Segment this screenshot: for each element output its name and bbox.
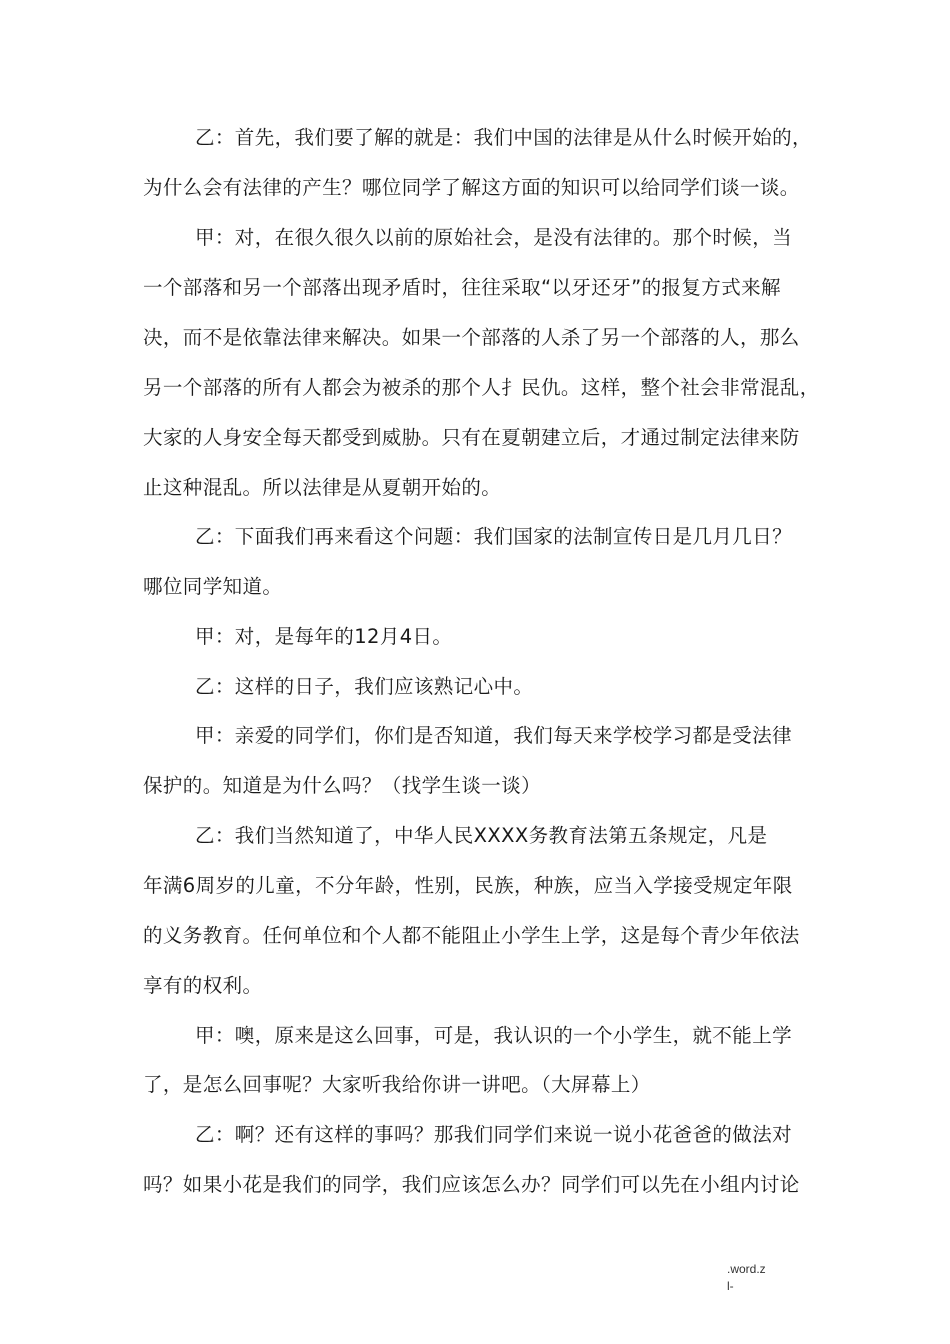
text-line: 甲：亲爱的同学们，你们是否知道，我们每天来学校学习都是受法律 bbox=[195, 724, 793, 747]
text-line: 的义务教育。任何单位和个人都不能阻止小学生上学，这是每个青少年依法 bbox=[143, 924, 800, 947]
text-line: 哪位同学知道。 bbox=[143, 575, 283, 598]
text-line: 享有的权利。 bbox=[143, 974, 263, 997]
text-line: 乙：首先，我们要了解的就是：我们中国的法律是从什么时候开始的， bbox=[195, 126, 812, 149]
text-line: 为什么会有法律的产生？哪位同学了解这方面的知识可以给同学们谈一谈。 bbox=[143, 176, 800, 199]
text-line: 决，而不是依靠法律来解决。如果一个部落的人杀了另一个部落的人，那么 bbox=[143, 326, 800, 349]
text-line: 了，是怎么回事呢？大家听我给你讲一讲吧。（大屏幕上） bbox=[143, 1073, 651, 1096]
text-line: 甲：噢，原来是这么回事，可是，我认识的一个小学生，就不能上学 bbox=[195, 1024, 793, 1047]
text-line: 一个部落和另一个部落出现矛盾时，往往采取“以牙还牙”的报复方式来解 bbox=[143, 276, 781, 299]
text-line: 大家的人身安全每天都受到威胁。只有在夏朝建立后，才通过制定法律来防 bbox=[143, 426, 800, 449]
text-line: 乙：我们当然知道了，中华人民XXXX务教育法第五条规定，凡是 bbox=[195, 824, 768, 847]
text-line: 乙：下面我们再来看这个问题：我们国家的法制宣传日是几月几日？ bbox=[195, 525, 793, 548]
text-line: 乙：啊？还有这样的事吗？那我们同学们来说一说小花爸爸的做法对 bbox=[195, 1123, 793, 1146]
text-line: 另一个部落的所有人都会为被杀的那个人扌民仇。这样，整个社会非常混乱， bbox=[143, 376, 820, 399]
footer-text: .word.z bbox=[727, 1262, 766, 1276]
text-line: 甲：对，是每年的12月4日。 bbox=[195, 625, 453, 648]
footer-text: l- bbox=[727, 1279, 734, 1293]
text-line: 乙：这样的日子，我们应该熟记心中。 bbox=[195, 675, 534, 698]
text-line: 甲：对，在很久很久以前的原始社会，是没有法律的。那个时候，当 bbox=[195, 226, 793, 249]
text-line: 止这种混乱。所以法律是从夏朝开始的。 bbox=[143, 476, 502, 499]
text-line: 年满6周岁的儿童，不分年龄，性别，民族，种族，应当入学接受规定年限 bbox=[143, 874, 793, 897]
text-line: 保护的。知道是为什么吗？（找学生谈一谈） bbox=[143, 774, 542, 797]
text-line: 吗？如果小花是我们的同学，我们应该怎么办？同学们可以先在小组内讨论 bbox=[143, 1173, 800, 1196]
